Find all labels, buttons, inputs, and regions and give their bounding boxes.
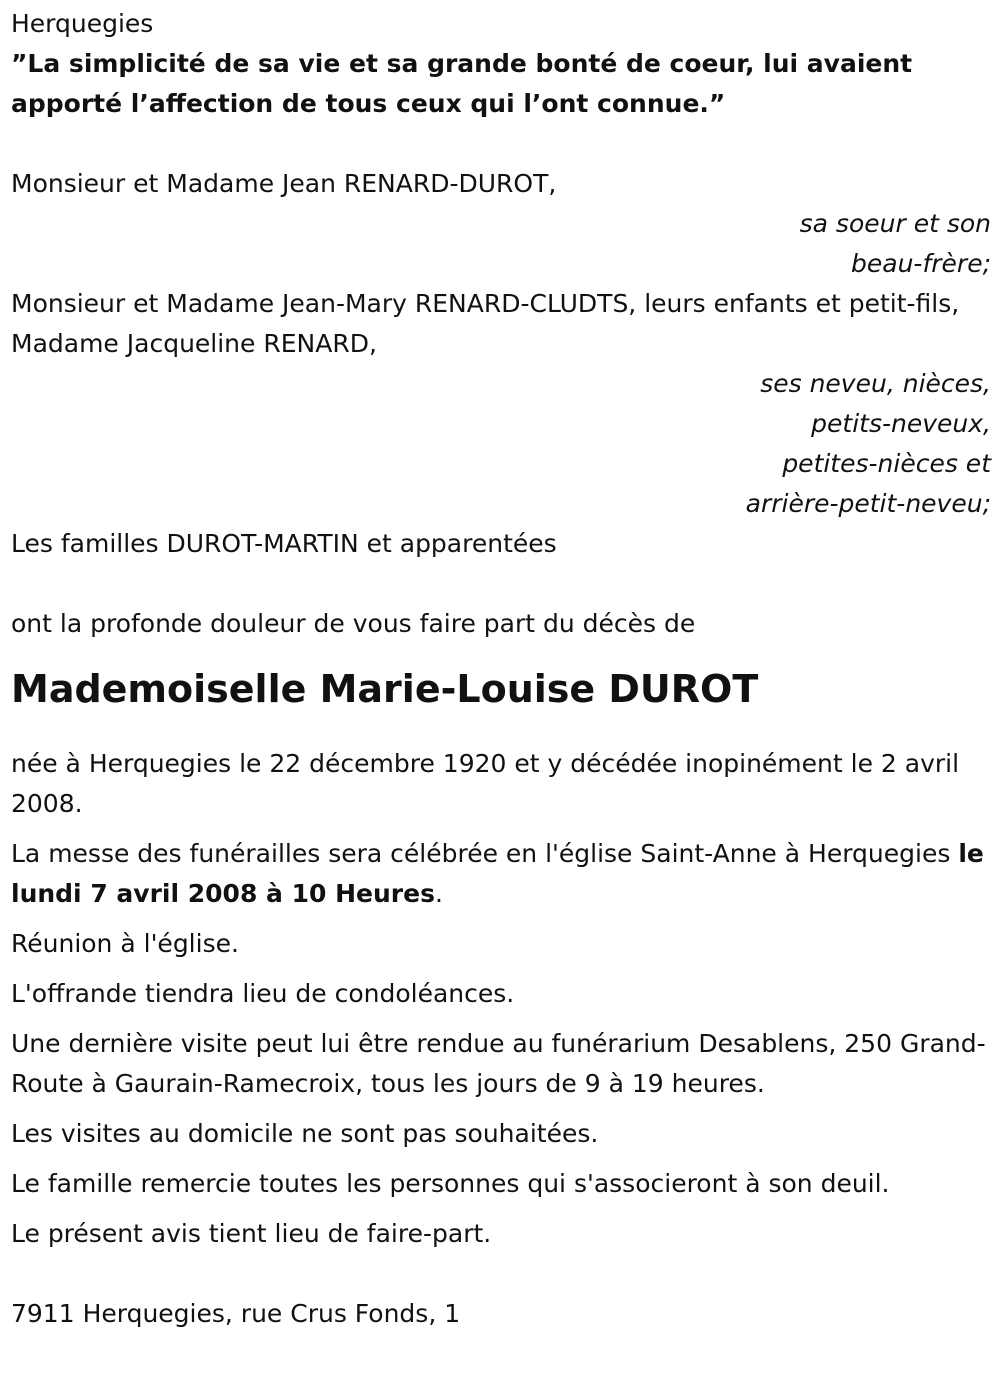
birth-death-details: née à Herquegies le 22 décembre 1920 et y décédée inopinément le 2 avril 2008.	[11, 749, 960, 818]
thanks-info: Le famille remercie toutes les personnes qui s'associeront à son deuil.	[11, 1169, 890, 1198]
relation-1-line-1: sa soeur et son	[799, 209, 991, 238]
relation-2-line-1: ses neveu, nièces,	[760, 369, 991, 398]
family-member-4: Les familles DUROT-MARTIN et apparentées	[11, 529, 557, 558]
funeral-mass-end: .	[434, 879, 443, 908]
spacer	[11, 714, 991, 744]
obituary-notice	[11, 4, 991, 1334]
announcement-text: ont la profonde douleur de vous faire part du décès de	[11, 609, 696, 638]
relation-2-line-3: petites-nièces et	[782, 449, 991, 478]
funeral-mass-details	[11, 834, 991, 914]
home-visit-info: Les visites au domicile ne sont pas souhaitées.	[11, 1119, 599, 1148]
spacer	[11, 124, 991, 164]
meeting-info: Réunion à l'église.	[11, 929, 239, 958]
family-member-2: Monsieur et Madame Jean-Mary RENARD-CLUDTS, leurs enfants et petit-fils,	[11, 289, 960, 318]
spacer	[11, 644, 991, 664]
funeral-mass-date: le lundi 7 avril 2008 à 10 Heures	[11, 839, 984, 908]
notice-info: Le présent avis tient lieu de faire-part.	[11, 1219, 492, 1248]
funeral-mass-text: La messe des funérailles sera célébrée en l'église Saint-Anne à Herquegies	[11, 839, 959, 868]
city-heading: Herquegies	[11, 9, 154, 38]
relation-2-line-2: petits-neveux,	[811, 409, 991, 438]
family-address: 7911 Herquegies, rue Crus Fonds, 1	[11, 1299, 461, 1328]
offering-info: L'offrande tiendra lieu de condoléances.	[11, 979, 515, 1008]
spacer	[11, 564, 991, 604]
visit-info: Une dernière visite peut lui être rendue au funérarium Desablens, 250 Grand-Route à Gaurain-Ramecroix, tous les jours de 9 à 19 heures.	[11, 1029, 986, 1098]
spacer	[11, 1264, 991, 1294]
memorial-quote: ”La simplicité de sa vie et sa grande bonté de coeur, lui avaient apporté l’affection de tous ceux qui l’ont connue.”	[11, 49, 913, 118]
relation-1-line-2: beau-frère;	[851, 249, 991, 278]
family-member-1: Monsieur et Madame Jean RENARD-DUROT,	[11, 169, 557, 198]
family-member-3: Madame Jacqueline RENARD,	[11, 329, 377, 358]
relation-2-line-4: arrière-petit-neveu;	[745, 489, 991, 518]
deceased-name: Mademoiselle Marie-Louise DUROT	[11, 667, 759, 711]
